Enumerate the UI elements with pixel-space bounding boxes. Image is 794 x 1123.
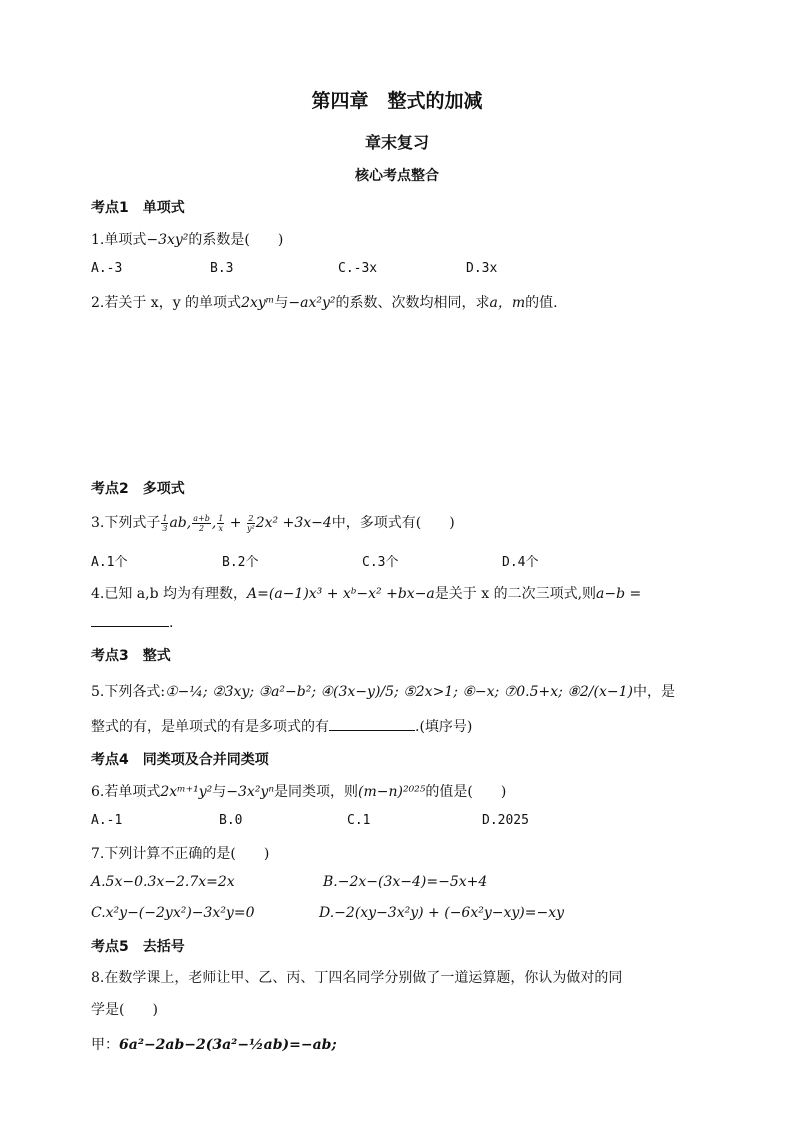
q1-option-c: C.-3x [338, 261, 378, 276]
q3-suffix: 中，多项式有( ) [331, 515, 455, 531]
question-3 [91, 512, 455, 533]
q6-prefix: 6.若单项式 [91, 784, 161, 800]
q8-jia-prefix: 甲： [91, 1037, 119, 1053]
q5-suffix: 中，是 [632, 684, 675, 700]
q2-end: 的值. [525, 295, 558, 311]
q6-mid: 与 [212, 784, 227, 800]
q4-answer-blank[interactable]: . [91, 614, 173, 631]
page-subtitle: 章末复习 [364, 133, 429, 152]
q6-option-b: B.0 [219, 813, 243, 828]
section-heading: 核心考点整合 [355, 168, 439, 184]
topic-4-heading: 考点4 同类项及合并同类项 [91, 752, 269, 768]
q3-option-d: D.4个 [502, 555, 539, 570]
q4-text: 4.已知 a,b 均为有理数， [91, 586, 248, 602]
q5-line2: 整式的有，是单项式的有是多项式的有 [91, 719, 329, 735]
q7-option-b: B.−2x−(3x−4)=−5x+4 [323, 874, 488, 890]
q3-option-b: B.2个 [222, 555, 259, 570]
q1-option-a: A.-3 [91, 261, 123, 276]
q5-answer-blank[interactable] [329, 718, 415, 731]
question-5 [91, 681, 675, 701]
topic-3-heading: 考点3 整式 [91, 648, 171, 664]
q6-option-a: A.-1 [91, 813, 123, 828]
question-8-line-2: 学是( ) [91, 1002, 158, 1018]
q5-prefix: 5.下列各式: [91, 684, 166, 700]
q7-option-a: A.5x−0.3x−2.7x=2x [91, 874, 235, 890]
q3-option-c: C.3个 [362, 555, 399, 570]
q1-expr: −3xy² [146, 232, 189, 248]
topic-1-heading: 考点1 单项式 [91, 200, 185, 216]
q2-mid: 与 [274, 295, 289, 311]
question-5-line-2 [91, 716, 472, 736]
q6-expr1: 2xᵐ⁺¹y² [160, 784, 213, 800]
q2-vars: a，m [489, 295, 526, 311]
q2-prefix: 2.若关于 x，y 的单项式 [91, 295, 242, 311]
q5-end: .(填序号) [415, 719, 473, 735]
q5-items: ①−¼; ②3xy; ③a²−b²; ④(3x−y)/5; ⑤2x>1; ⑥−x; ⑦0.5+x; ⑧2/(x−1) [165, 684, 633, 700]
q1-option-d: D.3x [466, 261, 498, 276]
q2-suffix: 的系数、次数均相同，求 [335, 295, 490, 311]
q7-option-c: C.x²y−(−2yx²)−3x²y=0 [91, 905, 255, 921]
q6-option-c: C.1 [347, 813, 371, 828]
question-1 [91, 229, 283, 249]
question-8-line-1: 8.在数学课上，老师让甲、乙、丙、丁四名同学分别做了一道运算题，你认为做对的同 [91, 970, 623, 986]
topic-2-heading: 考点2 多项式 [91, 481, 185, 497]
q6-expr2: −3x²yⁿ [226, 784, 275, 800]
q7-option-d: D.−2(xy−3x²y) + (−6x²y−xy)=−xy [319, 905, 565, 921]
q3-option-a: A.1个 [91, 555, 128, 570]
q4-expr2: a−b = [596, 586, 642, 602]
q2-expr2: −ax²y² [288, 295, 336, 311]
q8-jia-expr: 6a²−2ab−2(3a²−½ab)=−ab; [119, 1037, 337, 1053]
q3-expr-tail: 2x² +3x−4 [255, 515, 332, 531]
question-7: 7.下列计算不正确的是( ) [91, 846, 270, 862]
q8-statement-jia [91, 1034, 337, 1054]
q3-fractions: $\frac{1}{3}$ ab, $\frac{a+b}{2}$ , $\frac{1}{x}$ + $\frac{2}{\text{y²}}$ [162, 513, 255, 533]
q4-expr: A=(a−1)x³ + xᵇ−x² +bx−a [247, 586, 435, 602]
q6-expr3: (m−n)²⁰²⁵ [358, 784, 426, 800]
question-2 [91, 292, 558, 312]
q6-option-d: D.2025 [482, 813, 529, 828]
q1-option-b: B.3 [210, 261, 234, 276]
q3-prefix: 3.下列式子 [91, 515, 161, 531]
q6-suffix2: 的值是( ) [425, 784, 507, 800]
topic-5-heading: 考点5 去括号 [91, 939, 185, 955]
q4-suffix: 是关于 x 的二次三项式,则 [434, 586, 597, 602]
q1-suffix: 的系数是( ) [188, 232, 284, 248]
q6-suffix1: 是同类项，则 [274, 784, 359, 800]
question-6 [91, 781, 506, 801]
q2-expr1: 2xyᵐ [241, 295, 275, 311]
q1-prefix: 1.单项式 [91, 232, 147, 248]
question-4 [91, 583, 641, 603]
chapter-title: 第四章 整式的加减 [311, 90, 483, 112]
